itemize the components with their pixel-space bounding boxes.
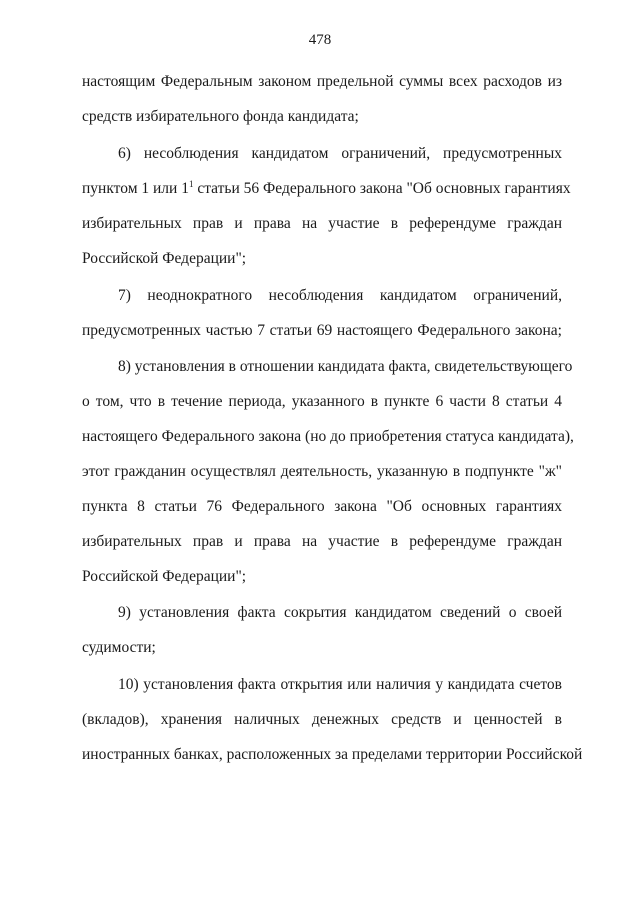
text-line: о том, что в течение периода, указанного в пункте 6 части 8 статьи 4	[82, 393, 562, 410]
text-fragment: статьи 56 Федерального закона "Об основных гарантиях	[197, 180, 571, 197]
text-line: Российской Федерации";	[82, 250, 247, 267]
text-line: предусмотренных частью 7 статьи 69 настоящего Федерального закона;	[82, 322, 562, 339]
text-line: избирательных прав и права на участие в референдуме граждан	[82, 533, 562, 550]
text-line: пункта 8 статьи 76 Федерального закона "Об основных гарантиях	[82, 498, 562, 515]
page-number: 478	[308, 32, 332, 48]
text-line: Российской Федерации";	[82, 568, 247, 585]
text-line: этот гражданин осуществлял деятельность, указанную в подпункте "ж"	[82, 463, 562, 480]
text-line	[82, 179, 571, 199]
text-line: избирательных прав и права на участие в референдуме граждан	[82, 215, 562, 232]
text-line: 7) неоднократного несоблюдения кандидатом ограничений,	[118, 287, 562, 304]
text-line: иностранных банках, расположенных за пределами территории Российской	[82, 746, 583, 763]
text-line: (вкладов), хранения наличных денежных средств и ценностей в	[82, 711, 562, 728]
superscript: 1	[188, 179, 194, 189]
text-fragment: пунктом 1 или 1	[82, 180, 189, 197]
text-line: 8) установления в отношении кандидата факта, свидетельствующего	[118, 358, 573, 375]
text-line: 9) установления факта сокрытия кандидатом сведений о своей	[118, 604, 562, 621]
text-line: 10) установления факта открытия или наличия у кандидата счетов	[118, 676, 562, 693]
text-line: 6) несоблюдения кандидатом ограничений, предусмотренных	[118, 145, 562, 162]
text-line: настоящего Федерального закона (но до приобретения статуса кандидата),	[82, 428, 574, 445]
text-line: средств избирательного фонда кандидата;	[82, 108, 359, 125]
text-line: настоящим Федеральным законом предельной суммы всех расходов из	[82, 73, 562, 90]
text-line: судимости;	[82, 639, 156, 656]
